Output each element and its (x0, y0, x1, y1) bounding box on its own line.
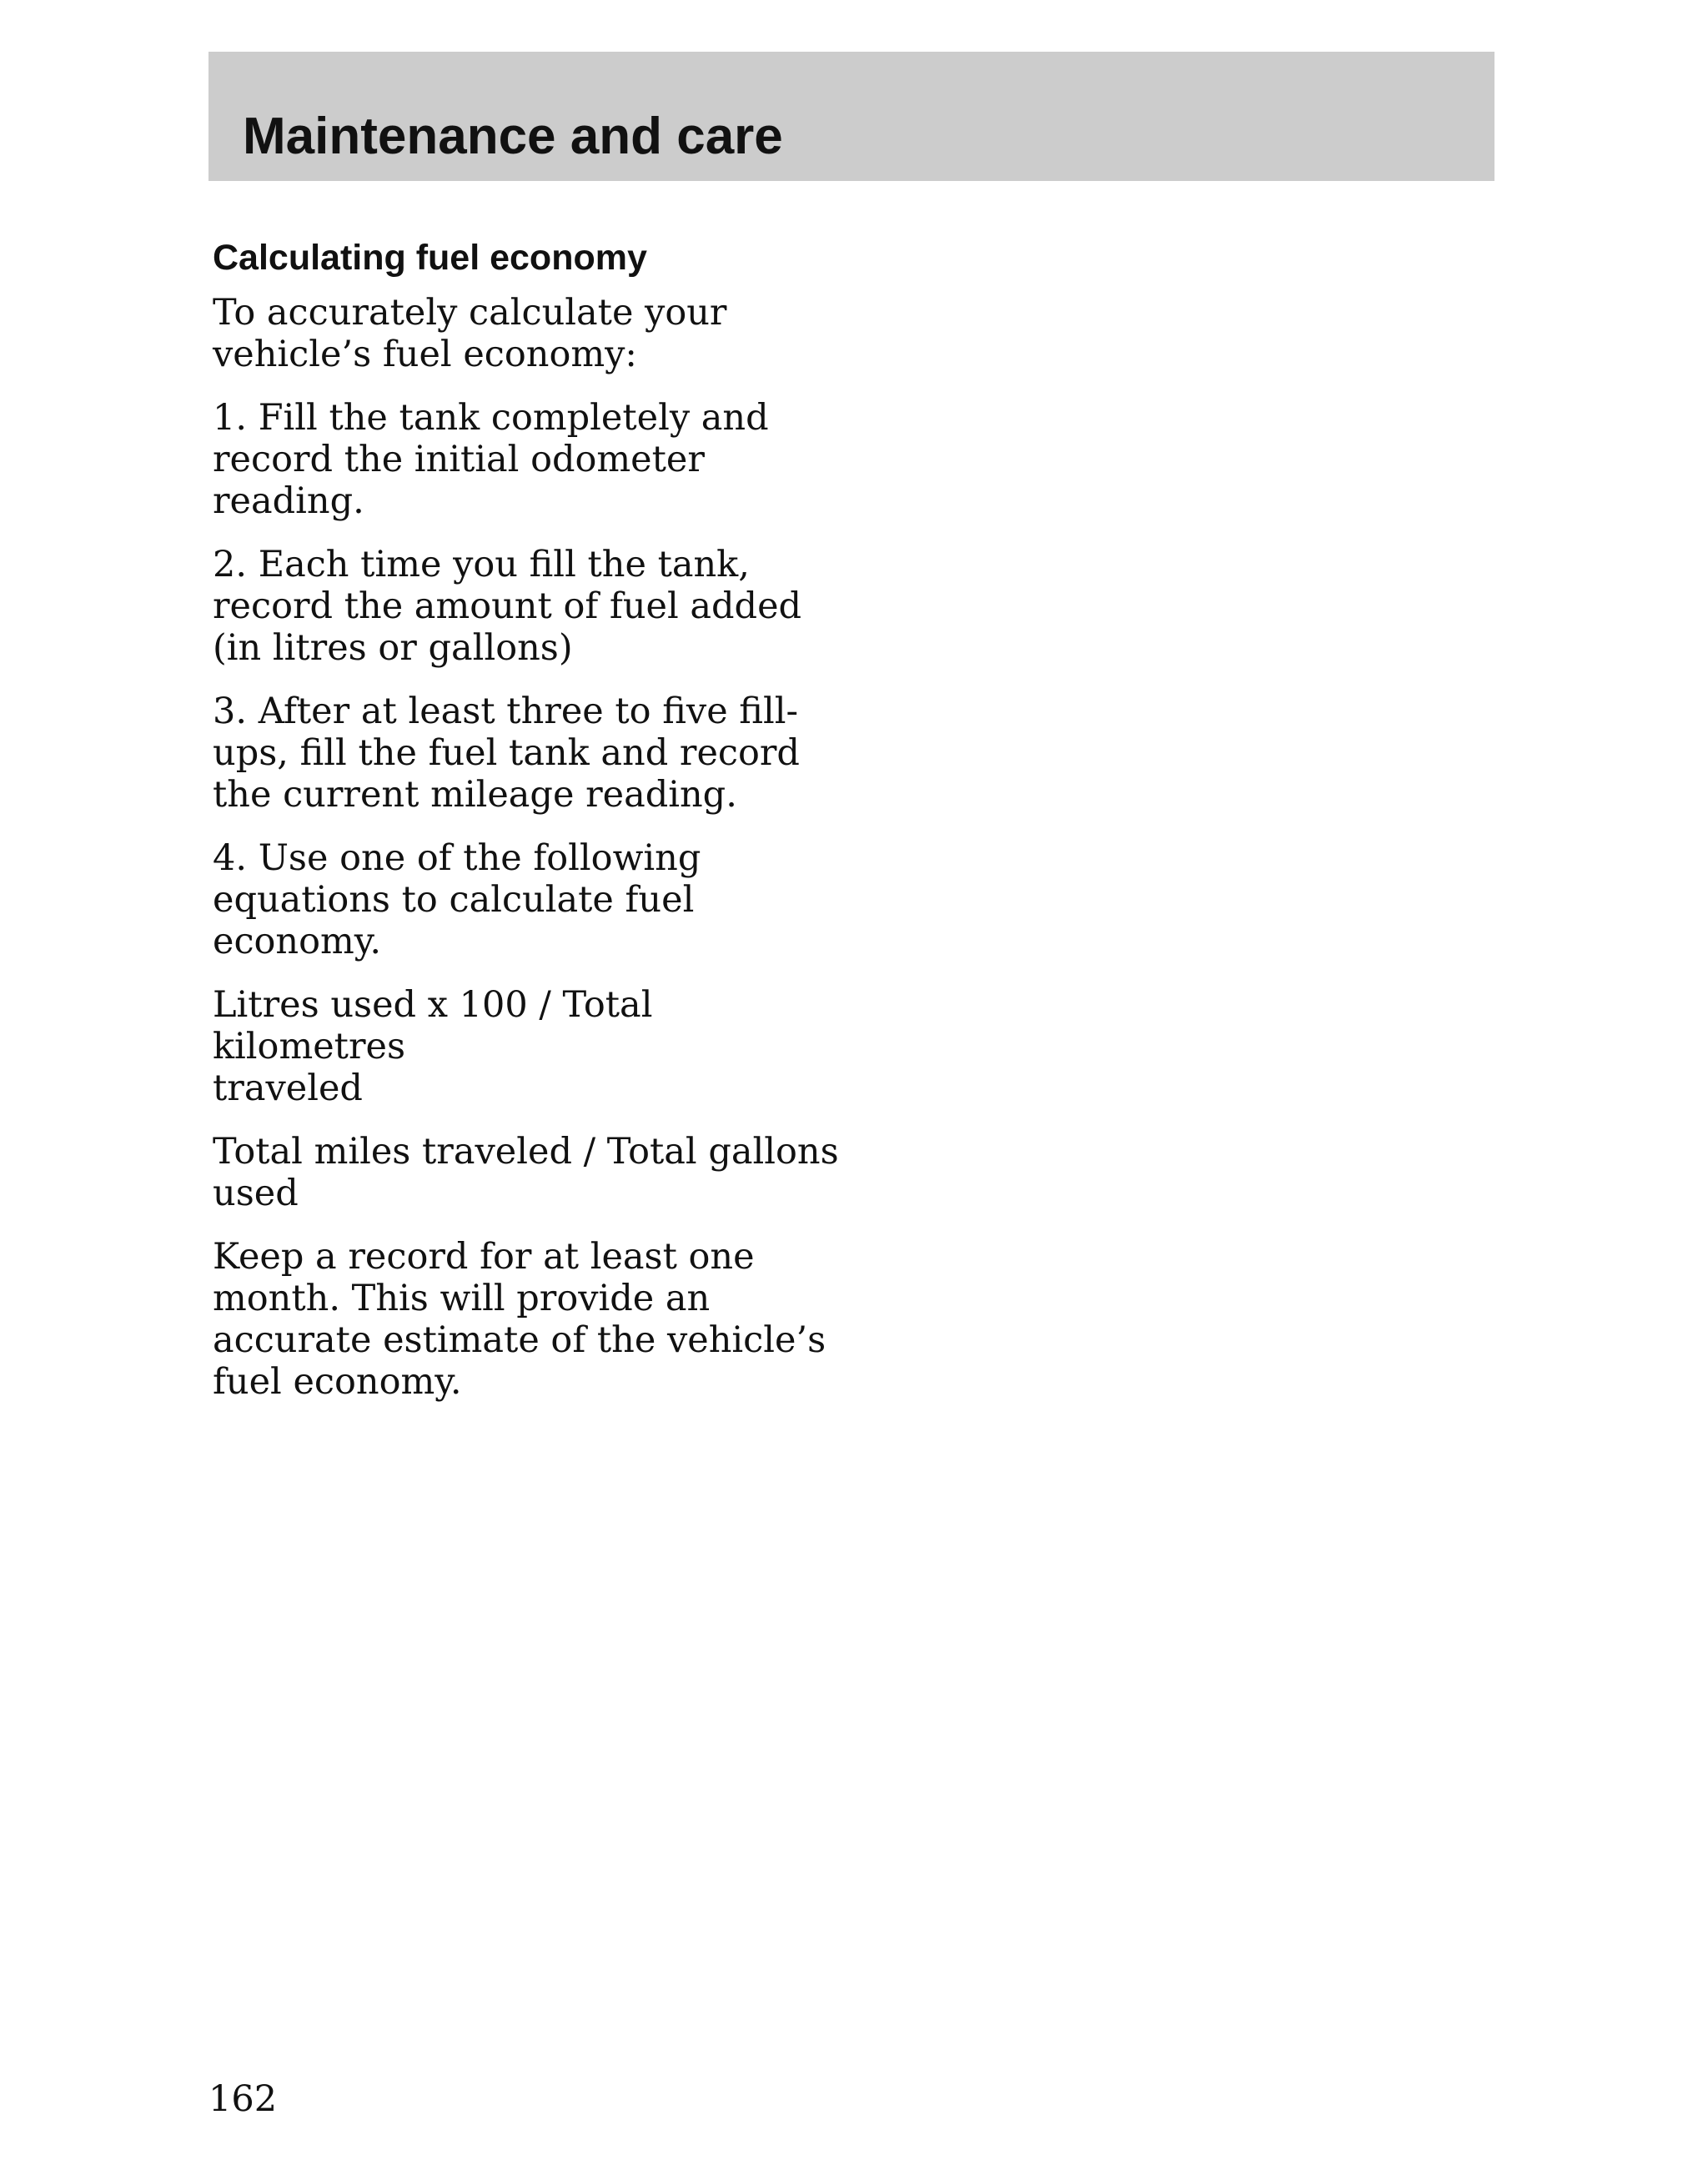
intro-paragraph: To accurately calculate your vehicle’s fuel economy: (213, 292, 727, 375)
metric-equation: Litres used x 100 / Total kilometres traveled (213, 984, 653, 1109)
imperial-equation: Total miles traveled / Total gallons used (213, 1131, 839, 1214)
closing-paragraph: Keep a record for at least one month. This will provide an accurate estimate of the vehicle’s fuel economy. (213, 1236, 826, 1403)
chapter-header-band (208, 52, 1494, 181)
step-4-paragraph: 4. Use one of the following equations to calculate fuel economy. (213, 837, 701, 962)
chapter-title: Maintenance and care (243, 108, 783, 165)
step-2-paragraph: 2. Each time you fill the tank, record the amount of fuel added (in litres or gallons) (213, 544, 802, 669)
section-content (213, 234, 846, 1424)
section-heading: Calculating fuel economy (213, 238, 647, 278)
step-3-paragraph: 3. After at least three to five fill- ups, fill the fuel tank and record the current mileage reading. (213, 691, 800, 816)
step-1-paragraph: 1. Fill the tank completely and record the initial odometer reading. (213, 397, 769, 522)
page-number: 162 (208, 2078, 278, 2120)
